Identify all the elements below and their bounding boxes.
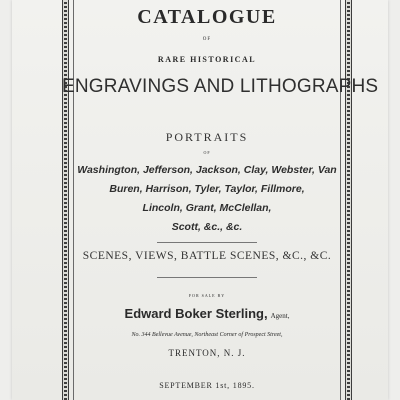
names-line: Washington, Jefferson, Jackson, Clay, Webster, Van — [77, 164, 337, 176]
names-line: Scott, &c., &c. — [171, 221, 243, 233]
divider-rule — [157, 242, 257, 243]
agent-name: Edward Boker Sterling, — [124, 306, 268, 321]
of-label-2: OF — [203, 150, 211, 155]
date: SEPTEMBER 1st, 1895. — [159, 381, 255, 390]
main-heading: ENGRAVINGS AND LITHOGRAPHS — [62, 76, 379, 97]
portraits-heading: PORTRAITS — [165, 130, 249, 144]
for-sale-by: FOR SALE BY — [188, 293, 226, 298]
agent-line — [64, 305, 350, 323]
subtitle: RARE HISTORICAL — [157, 55, 257, 64]
catalogue-cover — [12, 0, 388, 400]
of-label: OF — [202, 37, 212, 42]
right-ornamental-border — [345, 0, 352, 400]
names-line: Buren, Harrison, Tyler, Taylor, Fillmore, — [109, 183, 305, 195]
address: No. 344 Bellevue Avenue, Northeast Corner of Prospect Street, — [131, 332, 283, 338]
city: TRENTON, N. J. — [168, 348, 246, 358]
cover-content — [62, 0, 379, 400]
portrait-names — [68, 161, 346, 237]
catalogue-title: CATALOGUE — [137, 6, 277, 28]
divider-rule — [157, 277, 257, 278]
names-line: Lincoln, Grant, McClellan, — [142, 202, 272, 214]
agent-title: Agent, — [270, 312, 290, 320]
scenes-line: SCENES, VIEWS, BATTLE SCENES, &C., &C. — [82, 250, 332, 262]
